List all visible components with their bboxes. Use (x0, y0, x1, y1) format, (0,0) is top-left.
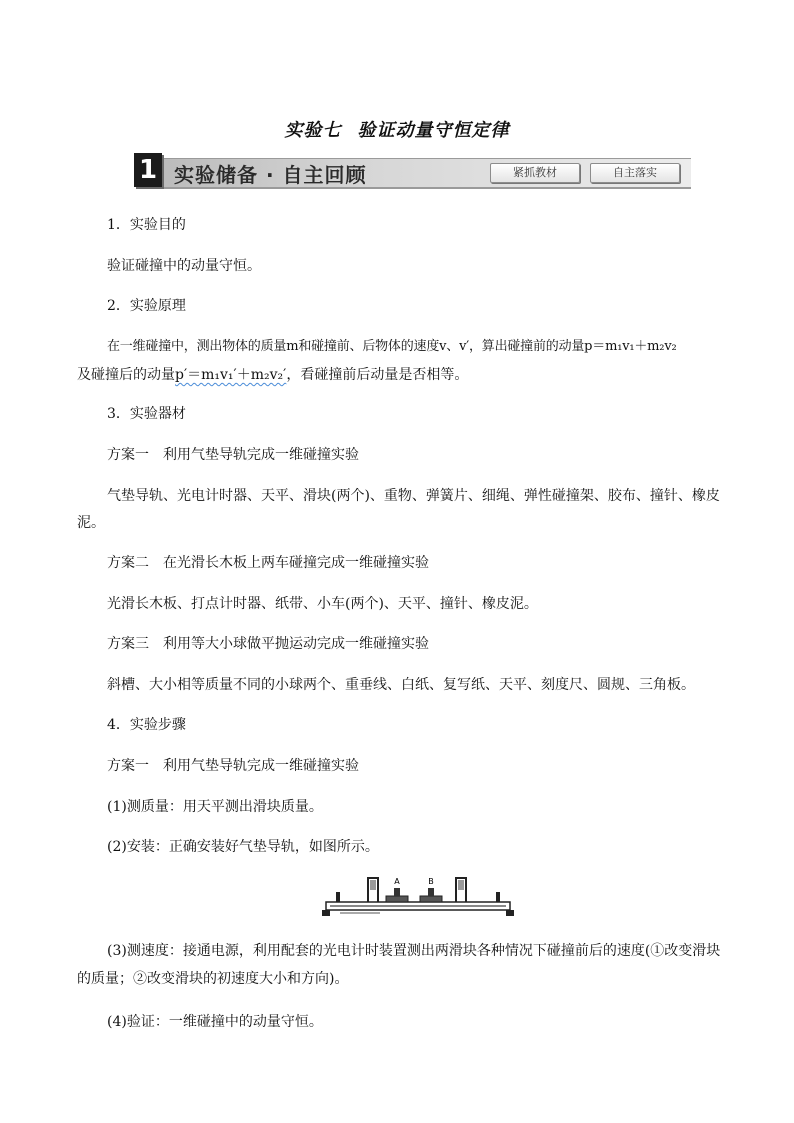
left-end-stop (336, 892, 340, 902)
step-4: (4)验证：一维碰撞中的动量守恒。 (107, 1014, 323, 1030)
section-1-body: 验证碰撞中的动量守恒。 (107, 258, 261, 274)
section-4-plan-1: 方案一 利用气垫导轨完成一维碰撞实验 (107, 758, 359, 774)
title-part1: 实验七 (284, 120, 342, 141)
section-2-heading: 2．实验原理 (107, 298, 186, 314)
right-end-stop (496, 892, 500, 902)
plan-1-items-line1: 气垫导轨、光电计时器、天平、滑块(两个)、重物、弹簧片、细绳、弹性碰撞架、胶布、撞针、橡皮 (107, 488, 720, 504)
step-1: (1)测质量：用天平测出滑块质量。 (107, 799, 323, 815)
air-track-diagram (320, 872, 516, 918)
section-1-heading: 1．实验目的 (107, 217, 186, 233)
plan-2-items: 光滑长木板、打点计时器、纸带、小车(两个)、天平、撞针、橡皮泥。 (107, 596, 538, 612)
momentum-after-formula: p′＝m₁v₁′＋m₂v₂′ (175, 367, 287, 383)
banner-title: 实验储备 · 自主回顾 (174, 163, 367, 187)
slider-b (420, 896, 442, 902)
step-3-line1: (3)测速度：接通电源，利用配套的光电计时装置测出两滑块各种情况下碰撞前后的速度(①改变滑块 (107, 943, 721, 959)
page-title (0, 116, 794, 142)
section-2-line2 (77, 365, 468, 385)
slider-b-label: B (428, 877, 434, 886)
textbook-button[interactable]: 紧抓教材 (490, 163, 580, 183)
slider-b-flag (428, 888, 434, 896)
slider-a-flag (394, 888, 400, 896)
section-4-heading: 4．实验步骤 (107, 717, 186, 733)
section-2-line2-c: ，看碰撞前后动量是否相等。 (286, 367, 469, 383)
step-2: (2)安装：正确安装好气垫导轨，如图所示。 (107, 839, 379, 855)
slider-a-label: A (394, 877, 400, 886)
plan-2-title: 方案二 在光滑长木板上两车碰撞完成一维碰撞实验 (107, 555, 429, 571)
plan-3-items: 斜槽、大小相等质量不同的小球两个、重垂线、白纸、复写纸、天平、刻度尺、圆规、三角板。 (107, 677, 695, 693)
section-3-heading: 3．实验器材 (107, 406, 186, 422)
banner-number: 1 (134, 153, 162, 187)
section-banner (134, 153, 691, 189)
photogate-1-sensor (370, 880, 376, 890)
step-3-line2: 的质量；②改变滑块的初速度大小和方向)。 (77, 971, 349, 987)
slider-a (386, 896, 408, 902)
left-foot (322, 910, 330, 916)
plan-1-items-line2: 泥。 (77, 515, 105, 531)
photogate-2-sensor (458, 880, 464, 890)
air-track-groove (330, 905, 506, 907)
right-foot (506, 910, 514, 916)
self-practice-button[interactable]: 自主落实 (590, 163, 680, 183)
section-2-line1: 在一维碰撞中，测出物体的质量m和碰撞前、后物体的速度v、v′，算出碰撞前的动量p＝m₁v₁＋m₂v₂ (107, 339, 677, 354)
plan-1-title: 方案一 利用气垫导轨完成一维碰撞实验 (107, 447, 359, 463)
plan-3-title: 方案三 利用等大小球做平抛运动完成一维碰撞实验 (107, 636, 429, 652)
title-part2: 验证动量守恒定律 (357, 120, 510, 141)
section-2-line2-a: 及碰撞后的动量 (77, 367, 175, 383)
